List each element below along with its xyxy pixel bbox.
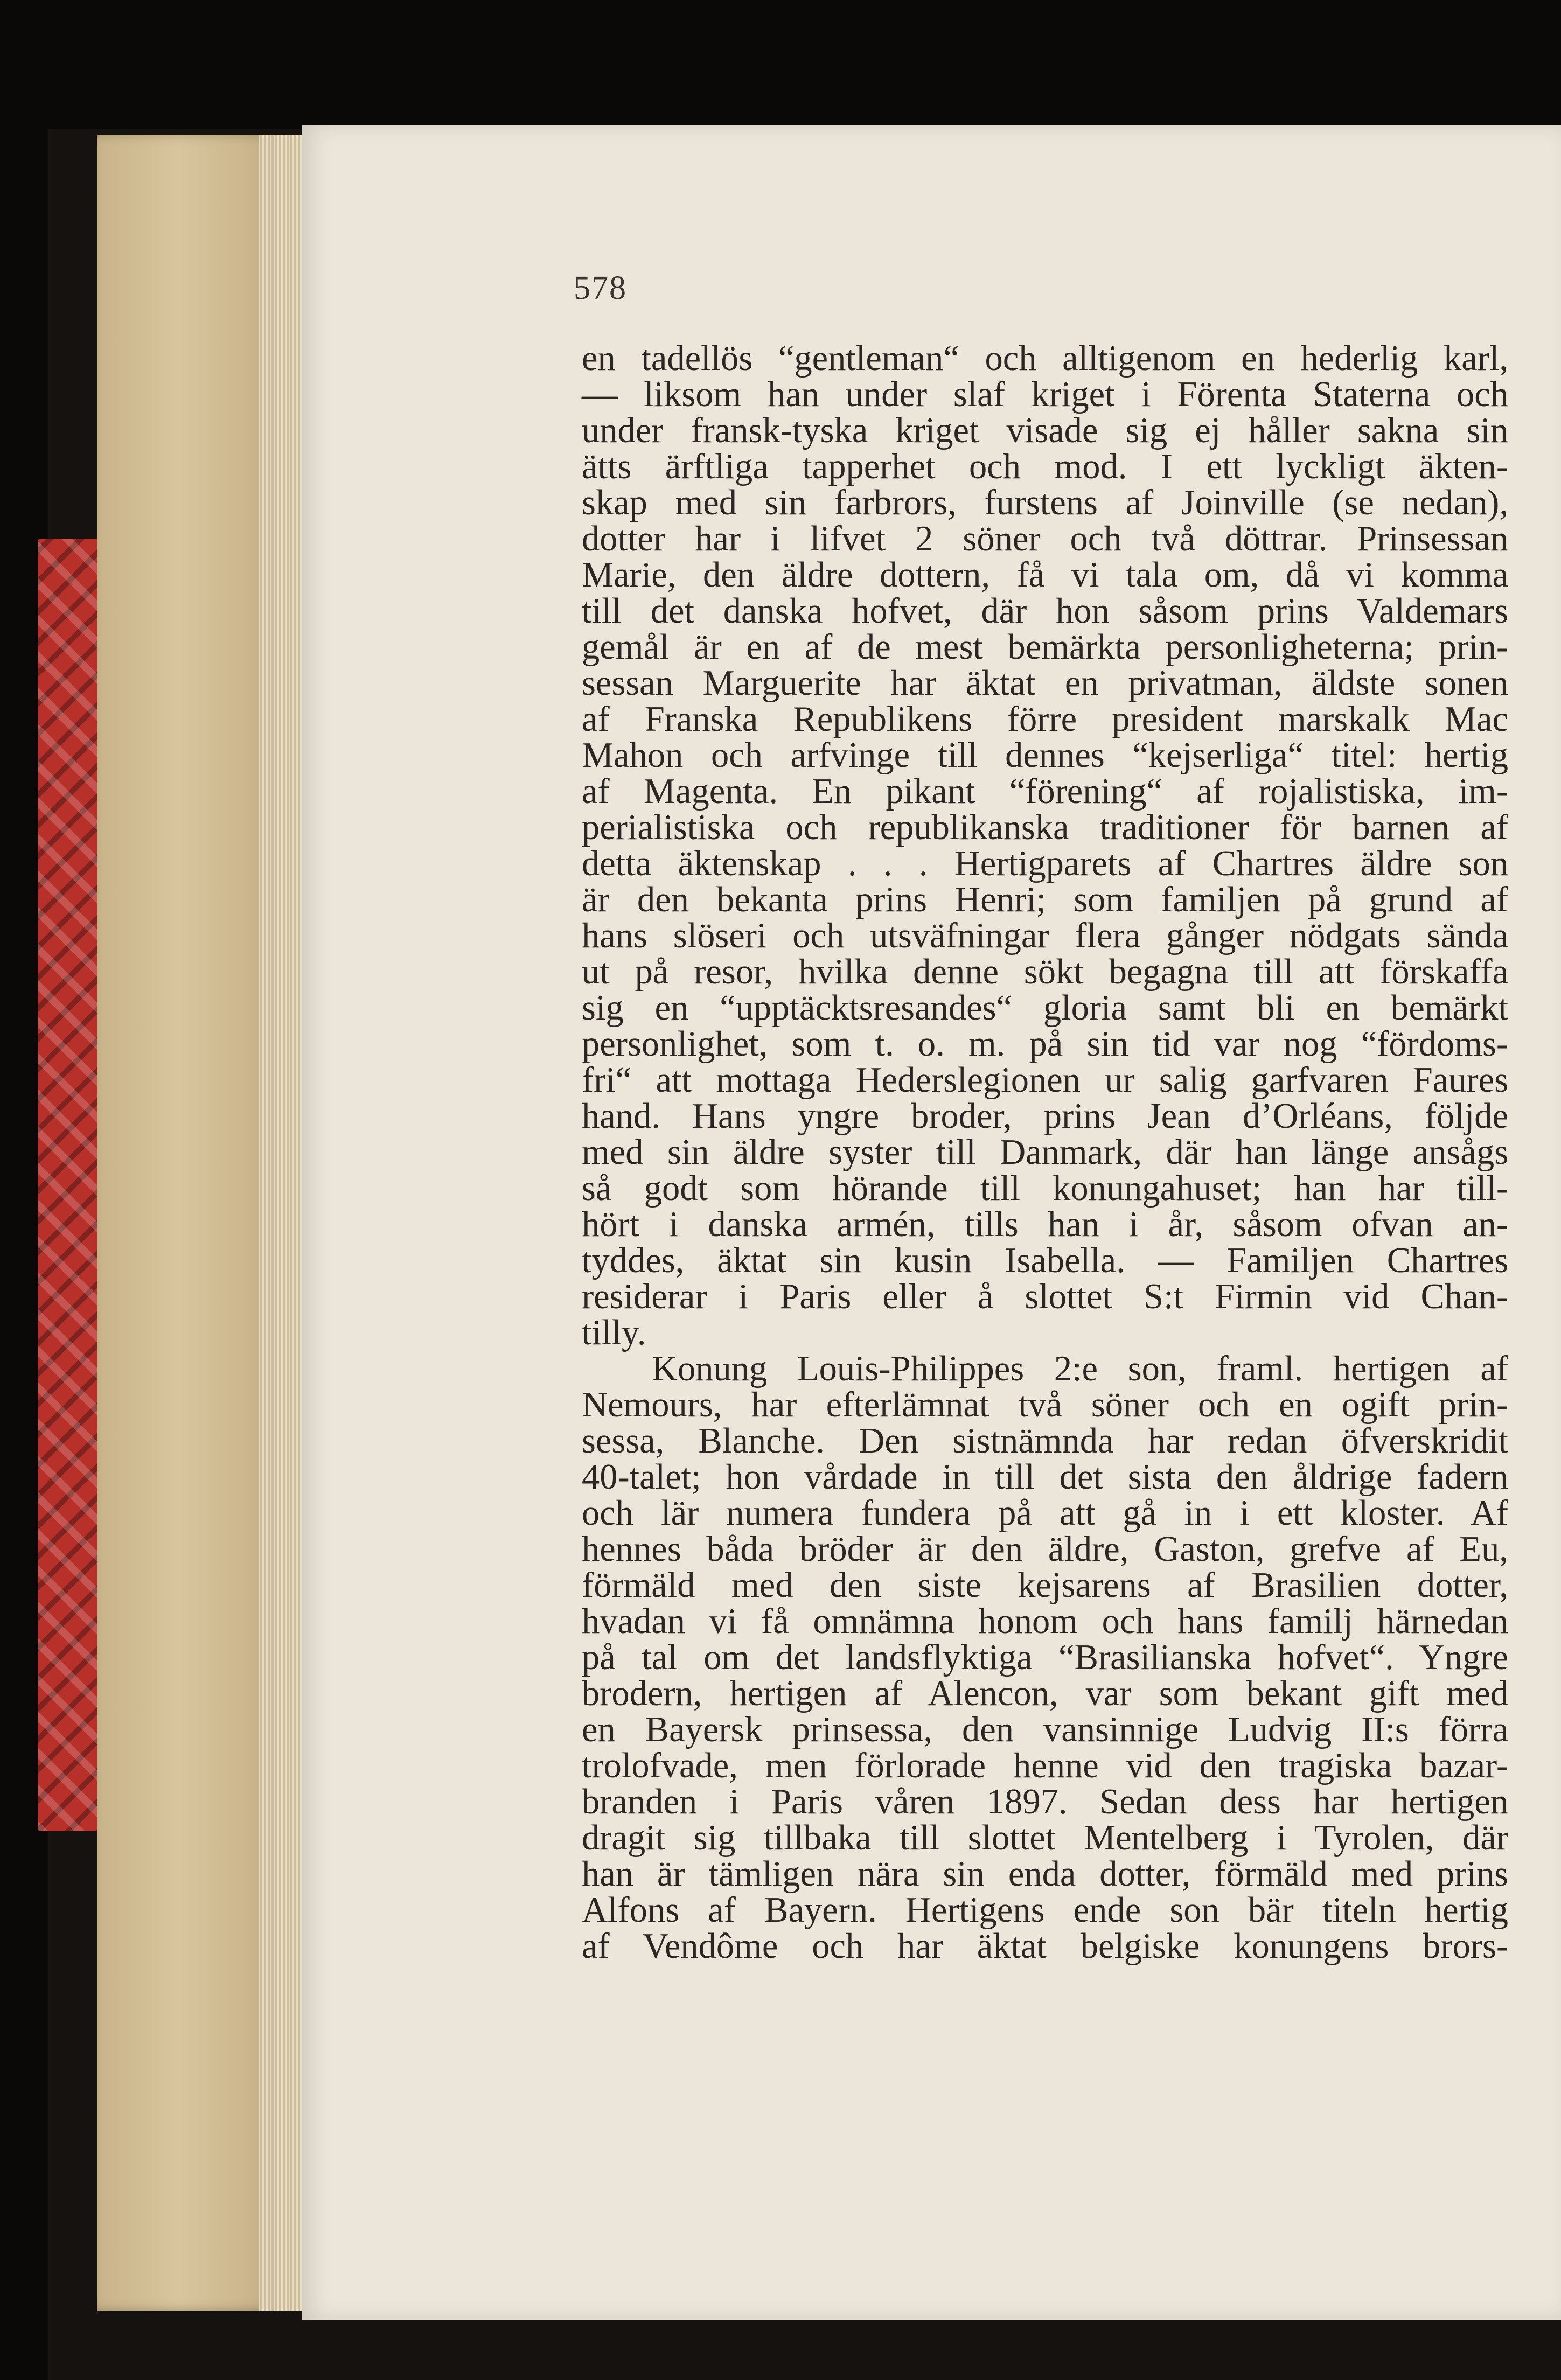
text-line: Alfons af Bayern. Hertigens ende son bär titeln hertig (582, 1890, 1508, 1930)
text-line: Nemours, har efterlämnat två söner och en ogift prin- (582, 1385, 1508, 1425)
text-line: perialistiska och republikanska traditioner för barnen af (582, 808, 1508, 847)
text-line: fri“ att mottaga Hederslegionen ur salig garfvaren Faures (582, 1060, 1508, 1100)
page-block-edges (97, 135, 302, 2311)
text-line: förmäld med den siste kejsarens af Brasilien dotter, (582, 1566, 1508, 1605)
text-line: branden i Paris våren 1897. Sedan dess har hertigen (582, 1782, 1508, 1821)
text-line: trolofvade, men förlorade henne vid den tragiska bazar- (582, 1746, 1508, 1785)
text-line: sig en “upptäcktsresandes“ gloria samt bli en bemärkt (582, 988, 1508, 1028)
text-line: med sin äldre syster till Danmark, där han länge ansågs (582, 1133, 1508, 1172)
text-line: Mahon och arfvinge till dennes “kejserliga“ titel: hertig (582, 736, 1508, 775)
text-line: ätts ärftliga tapperhet och mod. I ett lyckligt äkten- (582, 447, 1508, 486)
text-line: residerar i Paris eller å slottet S:t Firmin vid Chan- (582, 1277, 1508, 1316)
text-line: så godt som hörande till konungahuset; han har till- (582, 1169, 1508, 1208)
text-line: dotter har i lifvet 2 söner och två döttrar. Prinsessan (582, 519, 1508, 559)
text-line: ut på resor, hvilka denne sökt begagna till att förskaffa (582, 952, 1508, 992)
text-line: skap med sin farbrors, furstens af Joinville (se nedan), (582, 483, 1508, 522)
text-line: till det danska hofvet, där hon såsom prins Valdemars (582, 591, 1508, 631)
text-line: af Franska Republikens förre president marskalk Mac (582, 700, 1508, 739)
text-line: tilly. (582, 1313, 646, 1352)
text-line: gemål är en af de mest bemärkta personligheterna; prin- (582, 627, 1508, 667)
text-line: på tal om det landsflyktiga “Brasilianska hofvet“. Yngre (582, 1638, 1508, 1677)
text-line: är den bekanta prins Henri; som familjen på grund af (582, 880, 1508, 919)
text-line: hand. Hans yngre broder, prins Jean d’Orléans, följde (582, 1097, 1508, 1136)
text-line: Marie, den äldre dottern, få vi tala om, då vi komma (582, 555, 1508, 595)
text-line: en tadellös “gentleman“ och alltigenom en hederlig karl, (582, 339, 1508, 378)
text-line: af Vendôme och har äktat belgiske konungens brors- (582, 1927, 1508, 1966)
text-line: dragit sig tillbaka till slottet Mentelberg i Tyrolen, där (582, 1818, 1508, 1858)
text-line: 40-talet; hon vårdade in till det sista den åldrige fadern (582, 1457, 1508, 1497)
text-line: han är tämligen nära sin enda dotter, förmäld med prins (582, 1854, 1508, 1894)
text-line: hans slöseri och utsväfningar flera gånger nödgats sända (582, 916, 1508, 955)
text-line: af Magenta. En pikant “förening“ af rojalistiska, im- (582, 772, 1508, 811)
text-line: brodern, hertigen af Alencon, var som bekant gift med (582, 1674, 1508, 1713)
text-line: och lär numera fundera på att gå in i ett kloster. Af (582, 1493, 1508, 1533)
text-line: sessa, Blanche. Den sistnämnda har redan öfverskridit (582, 1421, 1508, 1461)
page-number: 578 (574, 270, 627, 306)
book-spine-edge (38, 539, 102, 1831)
book-page (302, 125, 1561, 2320)
text-line: personlighet, som t. o. m. på sin tid var nog “fördoms- (582, 1024, 1508, 1064)
text-line: sessan Marguerite har äktat en privatman, äldste sonen (582, 664, 1508, 703)
page-text-body (582, 340, 1508, 1964)
text-line: — liksom han under slaf kriget i Förenta Staterna och (582, 375, 1508, 414)
text-line: hennes båda bröder är den äldre, Gaston, grefve af Eu, (582, 1530, 1508, 1569)
text-line: hört i danska armén, tills han i år, såsom ofvan an- (582, 1205, 1508, 1244)
text-line: hvadan vi få omnämna honom och hans familj härnedan (582, 1602, 1508, 1641)
text-line: en Bayersk prinsessa, den vansinnige Ludvig II:s förra (582, 1710, 1508, 1749)
text-line: under fransk-tyska kriget visade sig ej håller sakna sin (582, 411, 1508, 450)
text-line: tyddes, äktat sin kusin Isabella. — Familjen Chartres (582, 1241, 1508, 1280)
text-line: detta äktenskap . . . Hertigparets af Chartres äldre son (582, 844, 1508, 883)
text-line: Konung Louis-Philippes 2:e son, framl. hertigen af (652, 1349, 1508, 1388)
